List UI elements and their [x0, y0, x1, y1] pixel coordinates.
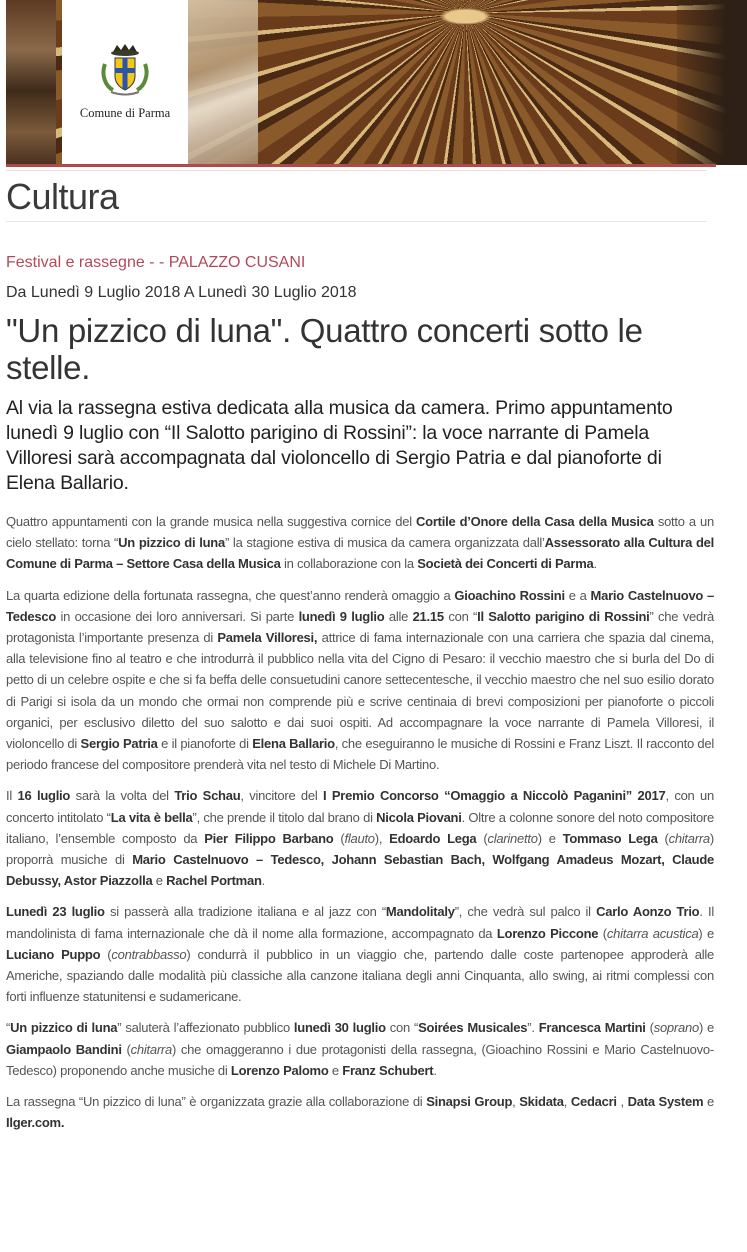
text: Quattro appuntamenti con la grande musica nella suggestiva cornice del — [6, 514, 416, 529]
banner-image-pillar — [188, 0, 258, 165]
text: . — [433, 1062, 437, 1078]
text: attrice di fama internazionale con una carriera che spazia dal cinema, alla televisione fino al teatro e che introdurrà il pubblico nella vita del Cigno di Pesaro: il vecchio maestro che si burla del Do di petto di un celebre ospite e che si fa beffa delle consuetudini canore settecentesche, il vecchio maestro che nel suo esilio dorato di Parigi si isola da un mondo che ormai non comprende più e scrive centinaia di brevi composizioni per pianoforte o piccoli organici, per esclusivo diletto del suo salotto e dai suoi ospiti. Ad accompagnare la voce narrante di Pamela Villoresi, il violoncello di — [6, 630, 714, 752]
text: e — [328, 1062, 343, 1078]
text: , che eseguiranno le musiche di Rossini e Franz Liszt. Il racconto del periodo francese del compositore prenderà vita nel testo di Michele Di Martino. — [6, 736, 715, 773]
text: ) e — [698, 925, 715, 941]
bold-text: Pamela Villoresi, — [217, 630, 318, 646]
bold-text: Giampaolo Bandini — [6, 1041, 122, 1057]
text: ), — [374, 830, 390, 846]
bold-text: lunedì 9 luglio — [298, 608, 385, 624]
text: . Il mandolinista di fama internazionale che dà il nome alla formazione, accompagnato da — [6, 904, 714, 941]
article-paragraph — [6, 901, 714, 1007]
text: con “ — [443, 608, 478, 624]
logo[interactable] — [62, 0, 188, 165]
article-paragraph — [6, 1017, 714, 1081]
bold-text: Pier Filippo Barbano — [204, 830, 334, 846]
text: in collaborazione con la — [280, 556, 418, 572]
text: ( — [598, 925, 607, 941]
italic-text: chitarra — [668, 830, 710, 846]
logo-text: Comune di Parma — [79, 106, 171, 120]
bold-text: Edoardo Lega — [389, 830, 477, 846]
italic-text: soprano — [653, 1020, 699, 1036]
text: ) e — [537, 830, 563, 846]
bold-text: Trio Schau — [174, 788, 241, 804]
bold-text: 21.15 — [412, 608, 444, 624]
text: ”, che vedrà sul palco il — [454, 904, 597, 920]
article-paragraph — [6, 585, 714, 776]
text: ) condurrà il pubblico in un viaggio che, partendo dalle coste partenopee approderà alle Americhe, spaziando dalle modalità più classiche alla canzone italiana degli anni Cinquanta, allo swing, ai ritmi complessi con forti influenze statunitensi e sudamericane. — [6, 946, 714, 1005]
bold-text: Tommaso Lega — [562, 830, 658, 846]
article-body — [6, 511, 714, 1143]
bold-text: Lorenzo Piccone — [496, 925, 599, 941]
event-category-link[interactable]: Festival e rassegne - - PALAZZO CUSANI — [6, 254, 306, 271]
bold-text: Skidata — [519, 1094, 564, 1110]
article-subtitle: Al via la rassegna estiva dedicata alla musica da camera. Primo appuntamento lunedì 9 luglio con “Il Salotto parigino di Rossini”: la voce narrante di Pamela Villoresi sarà accompagnata dal violoncello di Sergio Patria e dal pianoforte di Elena Ballario. — [6, 397, 673, 494]
bold-text: Nicola Piovani — [376, 809, 462, 825]
bold-text: Sinapsi Group — [426, 1094, 513, 1110]
text: e il pianoforte di — [157, 736, 253, 752]
text: . Oltre a colonne sonore del noto compositore italiano, l’ensemble composto da — [6, 809, 714, 846]
bold-text: Lorenzo Palomo — [230, 1062, 329, 1078]
text: sarà la volta del — [70, 788, 175, 804]
text: ( — [121, 1041, 131, 1057]
section-title: Cultura — [6, 176, 119, 217]
bold-text: La vita è bella — [110, 809, 193, 825]
bold-text: Data System — [627, 1094, 704, 1110]
text: ”, che prende il titolo dal brano di — [192, 809, 377, 825]
bold-text: Sergio Patria — [80, 736, 158, 752]
text: , — [616, 1094, 628, 1110]
banner-accent-line — [6, 164, 716, 167]
bold-text: Un pizzico di luna — [10, 1020, 118, 1036]
text: e — [152, 873, 167, 889]
bold-text: Elena Ballario — [252, 736, 335, 752]
bold-text: Francesca Martini — [538, 1020, 646, 1036]
bold-text: Mario Castelnuovo – Tedesco — [6, 587, 715, 624]
text: ( — [476, 830, 488, 846]
bold-text: Lunedì 23 luglio — [6, 904, 105, 920]
bold-text: Rachel Portman — [166, 873, 262, 889]
bold-text: Carlo Aonzo Trio — [596, 904, 700, 920]
text: ) che omaggeranno i due protagonisti della rassegna, (Gioachino Rossini e Mario Castelnuovo- Tedesco) proponendo anche musiche di — [6, 1041, 714, 1078]
bold-text: I Premio Concorso “Omaggio a Niccolò Paganini” 2017 — [323, 788, 666, 804]
text: Il — [6, 788, 18, 804]
text: ) e — [698, 1020, 714, 1036]
event-dates: Da Lunedì 9 Luglio 2018 A Lunedì 30 Luglio 2018 — [6, 284, 357, 301]
italic-text: clarinetto — [487, 830, 538, 846]
text: ” la stagione estiva di musica da camera organizzata dall’ — [224, 535, 545, 551]
bold-text: Cedacri — [570, 1094, 617, 1110]
banner-image-shadow — [677, 0, 747, 165]
text: ( — [645, 1020, 654, 1036]
bold-text: Mandolitaly — [385, 904, 455, 920]
article-paragraph — [6, 511, 714, 575]
banner-image-left — [6, 0, 56, 165]
italic-text: flauto — [344, 830, 375, 846]
text: con “ — [385, 1020, 419, 1036]
text: La quarta edizione della fortunata rassegna, che quest’anno renderà omaggio a — [6, 587, 455, 603]
bold-text: Franz Schubert — [342, 1062, 434, 1078]
bold-text: 16 luglio — [17, 788, 71, 804]
bold-text: Cortile d’Onore della Casa della Musica — [416, 514, 654, 529]
bold-text: Società dei Concerti di Parma — [417, 556, 594, 572]
text: “ — [6, 1020, 11, 1036]
italic-text: contrabbasso — [111, 946, 187, 962]
bold-text: lunedì 30 luglio — [293, 1020, 386, 1036]
text: alle — [384, 608, 413, 624]
text: ) proporrà musiche di — [6, 830, 715, 868]
text: . — [261, 873, 266, 889]
text: La rassegna “Un pizzico di luna” è organizzata grazie alla collaborazione di — [6, 1094, 427, 1110]
bold-text: Ilger.com. — [6, 1115, 65, 1131]
text: , vincitore del — [240, 788, 324, 804]
italic-text: chitarra — [130, 1041, 172, 1057]
text: ”. — [527, 1020, 539, 1036]
bold-text: Assessorato alla Cultura del Comune di Parma – Settore Casa della Musica — [6, 535, 714, 572]
divider — [6, 170, 707, 171]
text: ” che vedrà protagonista l’importante presenza di — [6, 608, 714, 646]
bold-text: Mario Castelnuovo – Tedesco, Johann Sebastian Bach, Wolfgang Amadeus Mozart, Claude Debussy, Astor Piazzolla — [6, 852, 715, 889]
text: , con un concerto intitolato “ — [6, 788, 714, 825]
text: sotto a un cielo stellato: torna “ — [6, 514, 714, 551]
text: ” saluterà l’affezionato pubblico — [117, 1020, 294, 1036]
divider — [6, 221, 707, 222]
text: ( — [657, 830, 669, 846]
article-paragraph — [6, 1091, 714, 1133]
text: , — [512, 1094, 520, 1110]
text: e a — [564, 587, 591, 603]
bold-text: Soirées Musicales — [418, 1020, 528, 1036]
text: in occasione dei loro anniversari. Si parte — [56, 608, 299, 624]
bold-text: Un pizzico di luna — [118, 535, 225, 551]
bold-text: Luciano Puppo — [6, 946, 101, 962]
italic-text: chitarra acustica — [606, 925, 699, 941]
text: si passerà alla tradizione italiana e al jazz con “ — [104, 904, 386, 920]
text: . — [593, 556, 597, 572]
text: e — [703, 1094, 714, 1110]
text: ( — [100, 946, 112, 962]
text: , — [563, 1094, 571, 1110]
article-title: "Un pizzico di luna". Quattro concerti sotto le stelle. — [6, 312, 643, 386]
header-banner — [6, 0, 747, 165]
bold-text: Gioachino Rossini — [454, 587, 565, 603]
text: ( — [333, 830, 345, 846]
coat-of-arms-icon — [99, 42, 151, 98]
bold-text: Il Salotto parigino di Rossini — [477, 608, 650, 624]
article-paragraph — [6, 785, 714, 891]
